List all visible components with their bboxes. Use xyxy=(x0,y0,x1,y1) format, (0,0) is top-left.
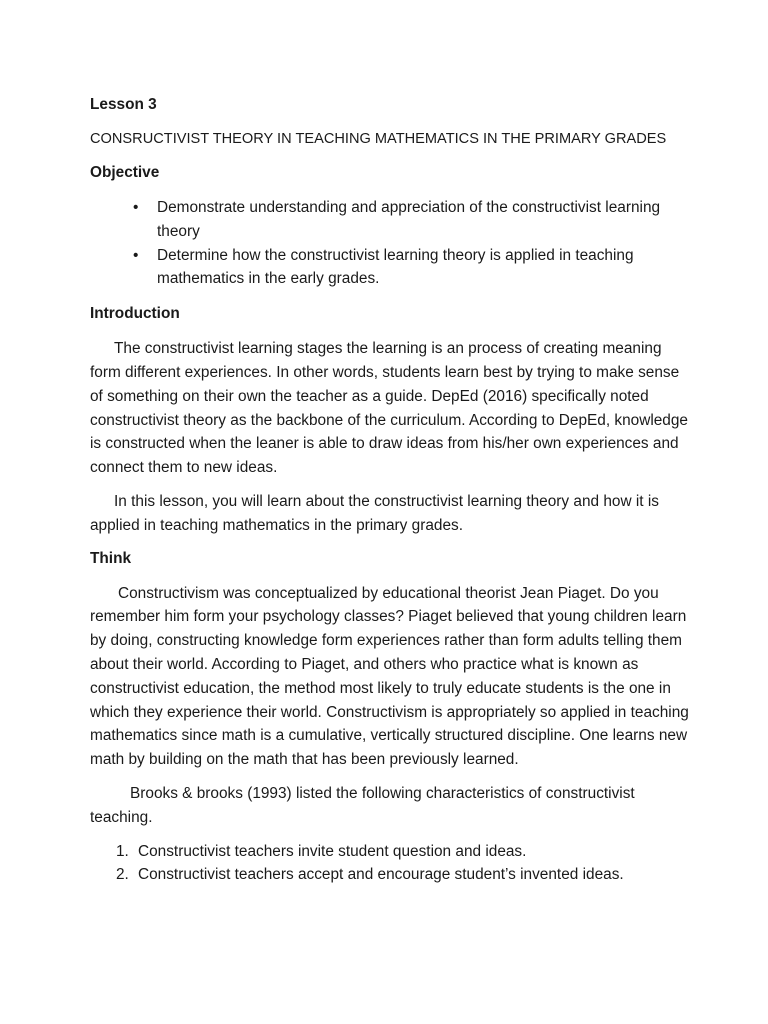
objective-item xyxy=(133,196,690,244)
list-number: 2. xyxy=(116,866,129,884)
characteristics-list xyxy=(90,840,690,888)
objective-list xyxy=(90,196,690,291)
bullet-icon: • xyxy=(133,246,139,264)
objective-heading: Objective xyxy=(90,164,160,181)
think-heading: Think xyxy=(90,549,132,567)
objective-item-text: Demonstrate understanding and appreciation of the constructivist learning theory xyxy=(157,199,661,240)
lesson-label: Lesson 3 xyxy=(90,96,157,113)
introduction-paragraph: In this lesson, you will learn about the constructivist learning theory and how it is applied in teaching mathematics in the primary grades. xyxy=(90,492,659,534)
characteristic-item xyxy=(116,840,690,864)
characteristic-text: Constructivist teachers accept and encourage student’s invented ideas. xyxy=(138,866,624,884)
introduction-paragraph: The constructivist learning stages the learning is an process of creating meaning form different experiences. In other words, students learn best by trying to make sense of something on their own the teacher as a guide. DepEd (2016) specifically noted constructivist theory as the backbone of the curriculum. According to DepEd, knowledge is constructed when the leaner is able to draw ideas from his/her own experiences and connect them to new ideas. xyxy=(90,340,688,477)
think-paragraph: Constructivism was conceptualized by educational theorist Jean Piaget. Do you remember him form your psychology classes? Piaget believed that young children learn by doing, constructing knowledge form experiences rather than form adults telling them about their world. According to Piaget, and others who practice what is known as constructivist education, the method most likely to truly educate students is the one in which they experience their world. Constructivism is appropriately so applied in teaching mathematics since math is a cumulative, vertically structured discipline. One learns new math by building on the math that has been previously learned. xyxy=(90,584,689,769)
think-paragraph: Brooks & brooks (1993) listed the following characteristics of constructivist teaching. xyxy=(90,784,635,826)
objective-item xyxy=(133,244,690,292)
objective-item-text: Determine how the constructivist learning theory is applied in teaching mathematics in the early grades. xyxy=(157,246,634,288)
document-page xyxy=(90,94,690,887)
bullet-icon: • xyxy=(133,199,139,216)
characteristic-item xyxy=(116,863,690,887)
characteristic-text: Constructivist teachers invite student question and ideas. xyxy=(138,842,527,860)
introduction-heading: Introduction xyxy=(90,305,180,323)
lesson-title: CONSRUCTIVIST THEORY IN TEACHING MATHEMATICS IN THE PRIMARY GRADES xyxy=(90,131,667,147)
list-number: 1. xyxy=(116,842,129,860)
